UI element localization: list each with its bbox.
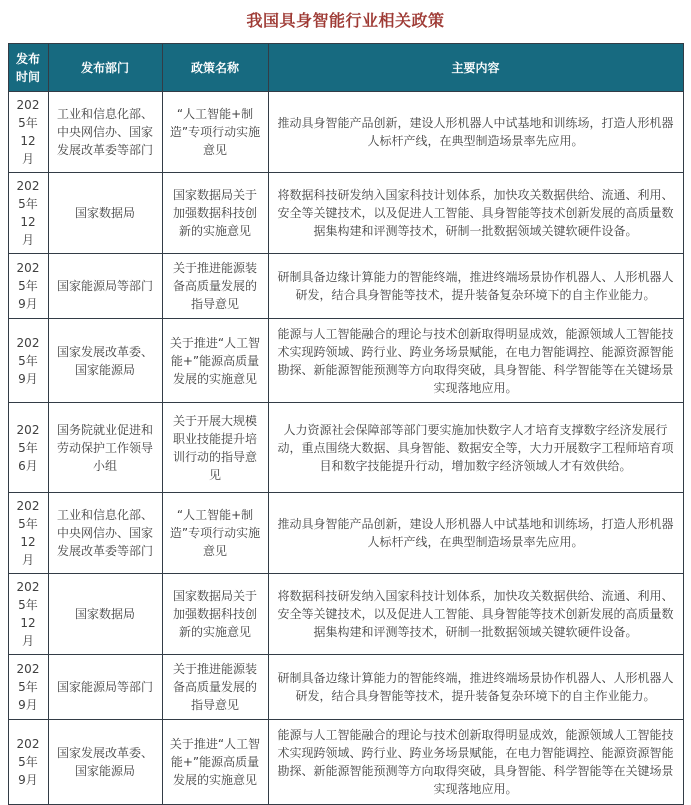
cell-date: 2025年12月: [8, 92, 48, 173]
cell-content: 能源与人工智能融合的理论与技术创新取得明显成效，能源领域人工智能技术实现跨领域、跨行业、跨业务场景赋能，在电力智能调控、能源资源智能勘探、新能源智能预测等方向取得突破，具身智能、科学智能等在关键场景实现落地应用。: [268, 720, 683, 805]
cell-content: 研制具备边缘计算能力的智能终端，推进终端场景协作机器人、人形机器人研发，结合具身智能等技术，提升装备复杂环境下的自主作业能力。: [268, 655, 683, 720]
cell-date: 2025年9月: [8, 319, 48, 403]
cell-policy: “人工智能+制造”专项行动实施意见: [162, 92, 268, 173]
cell-date: 2025年9月: [8, 720, 48, 805]
cell-content: 推动具身智能产品创新，建设人形机器人中试基地和训练场，打造人形机器人标杆产线，在典型制造场景率先应用。: [268, 493, 683, 574]
table-row: [8, 493, 683, 574]
cell-dept: 国家发展改革委、国家能源局: [48, 319, 162, 403]
table-row: [8, 720, 683, 805]
cell-content: 推动具身智能产品创新，建设人形机器人中试基地和训练场，打造人形机器人标杆产线，在典型制造场景率先应用。: [268, 92, 683, 173]
cell-date: 2025年12月: [8, 493, 48, 574]
cell-date: 2025年9月: [8, 655, 48, 720]
cell-dept: 国家数据局: [48, 574, 162, 655]
cell-dept: 工业和信息化部、中央网信办、国家发展改革委等部门: [48, 493, 162, 574]
column-header-policy-name: 政策名称: [162, 44, 268, 92]
cell-date: 2025年12月: [8, 173, 48, 254]
cell-content: 能源与人工智能融合的理论与技术创新取得明显成效，能源领域人工智能技术实现跨领域、跨行业、跨业务场景赋能，在电力智能调控、能源资源智能勘探、新能源智能预测等方向取得突破，具身智能、科学智能等在关键场景实现落地应用。: [268, 319, 683, 403]
cell-date: 2025年9月: [8, 254, 48, 319]
table-header-row: [8, 44, 683, 92]
cell-content: 研制具备边缘计算能力的智能终端，推进终端场景协作机器人、人形机器人研发，结合具身智能等技术，提升装备复杂环境下的自主作业能力。: [268, 254, 683, 319]
cell-policy: “人工智能+制造”专项行动实施意见: [162, 493, 268, 574]
cell-date: 2025年12月: [8, 574, 48, 655]
cell-policy: 关于开展大规模职业技能提升培训行动的指导意见: [162, 403, 268, 493]
cell-dept: 国家能源局等部门: [48, 655, 162, 720]
table-row: [8, 254, 683, 319]
cell-dept: 国家发展改革委、国家能源局: [48, 720, 162, 805]
cell-policy: 关于推进“人工智能+”能源高质量发展的实施意见: [162, 720, 268, 805]
cell-policy: 国家数据局关于加强数据科技创新的实施意见: [162, 173, 268, 254]
column-header-publish-date: 发布时间: [8, 44, 48, 92]
cell-dept: 国家能源局等部门: [48, 254, 162, 319]
page-title: 我国具身智能行业相关政策: [246, 11, 445, 30]
cell-date: 2025年6月: [8, 403, 48, 493]
table-row: [8, 92, 683, 173]
cell-content: 人力资源社会保障部等部门要实施加快数字人才培育支撑数字经济发展行动，重点围绕大数据、具身智能、数据安全等，大力开展数字工程师培育项目和数字技能提升行动，增加数字经济领域人才有效供给。: [268, 403, 683, 493]
cell-content: 将数据科技研发纳入国家科技计划体系，加快攻关数据供给、流通、利用、安全等关键技术，以及促进人工智能、具身智能等技术创新发展的高质量数据集构建和评测等技术，研制一批数据领域关键软硬件设备。: [268, 574, 683, 655]
cell-content: 将数据科技研发纳入国家科技计划体系，加快攻关数据供给、流通、利用、安全等关键技术，以及促进人工智能、具身智能等技术创新发展的高质量数据集构建和评测等技术，研制一批数据领域关键软硬件设备。: [268, 173, 683, 254]
table-row: [8, 655, 683, 720]
column-header-publish-dept: 发布部门: [48, 44, 162, 92]
cell-policy: 国家数据局关于加强数据科技创新的实施意见: [162, 574, 268, 655]
cell-dept: 国务院就业促进和劳动保护工作领导小组: [48, 403, 162, 493]
table-row: [8, 574, 683, 655]
cell-dept: 国家数据局: [48, 173, 162, 254]
policy-table: [8, 43, 684, 805]
cell-policy: 关于推进能源装备高质量发展的指导意见: [162, 655, 268, 720]
cell-policy: 关于推进“人工智能+”能源高质量发展的实施意见: [162, 319, 268, 403]
table-row: [8, 403, 683, 493]
table-row: [8, 319, 683, 403]
table-row: [8, 173, 683, 254]
column-header-main-content: 主要内容: [268, 44, 683, 92]
cell-policy: 关于推进能源装备高质量发展的指导意见: [162, 254, 268, 319]
cell-dept: 工业和信息化部、中央网信办、国家发展改革委等部门: [48, 92, 162, 173]
